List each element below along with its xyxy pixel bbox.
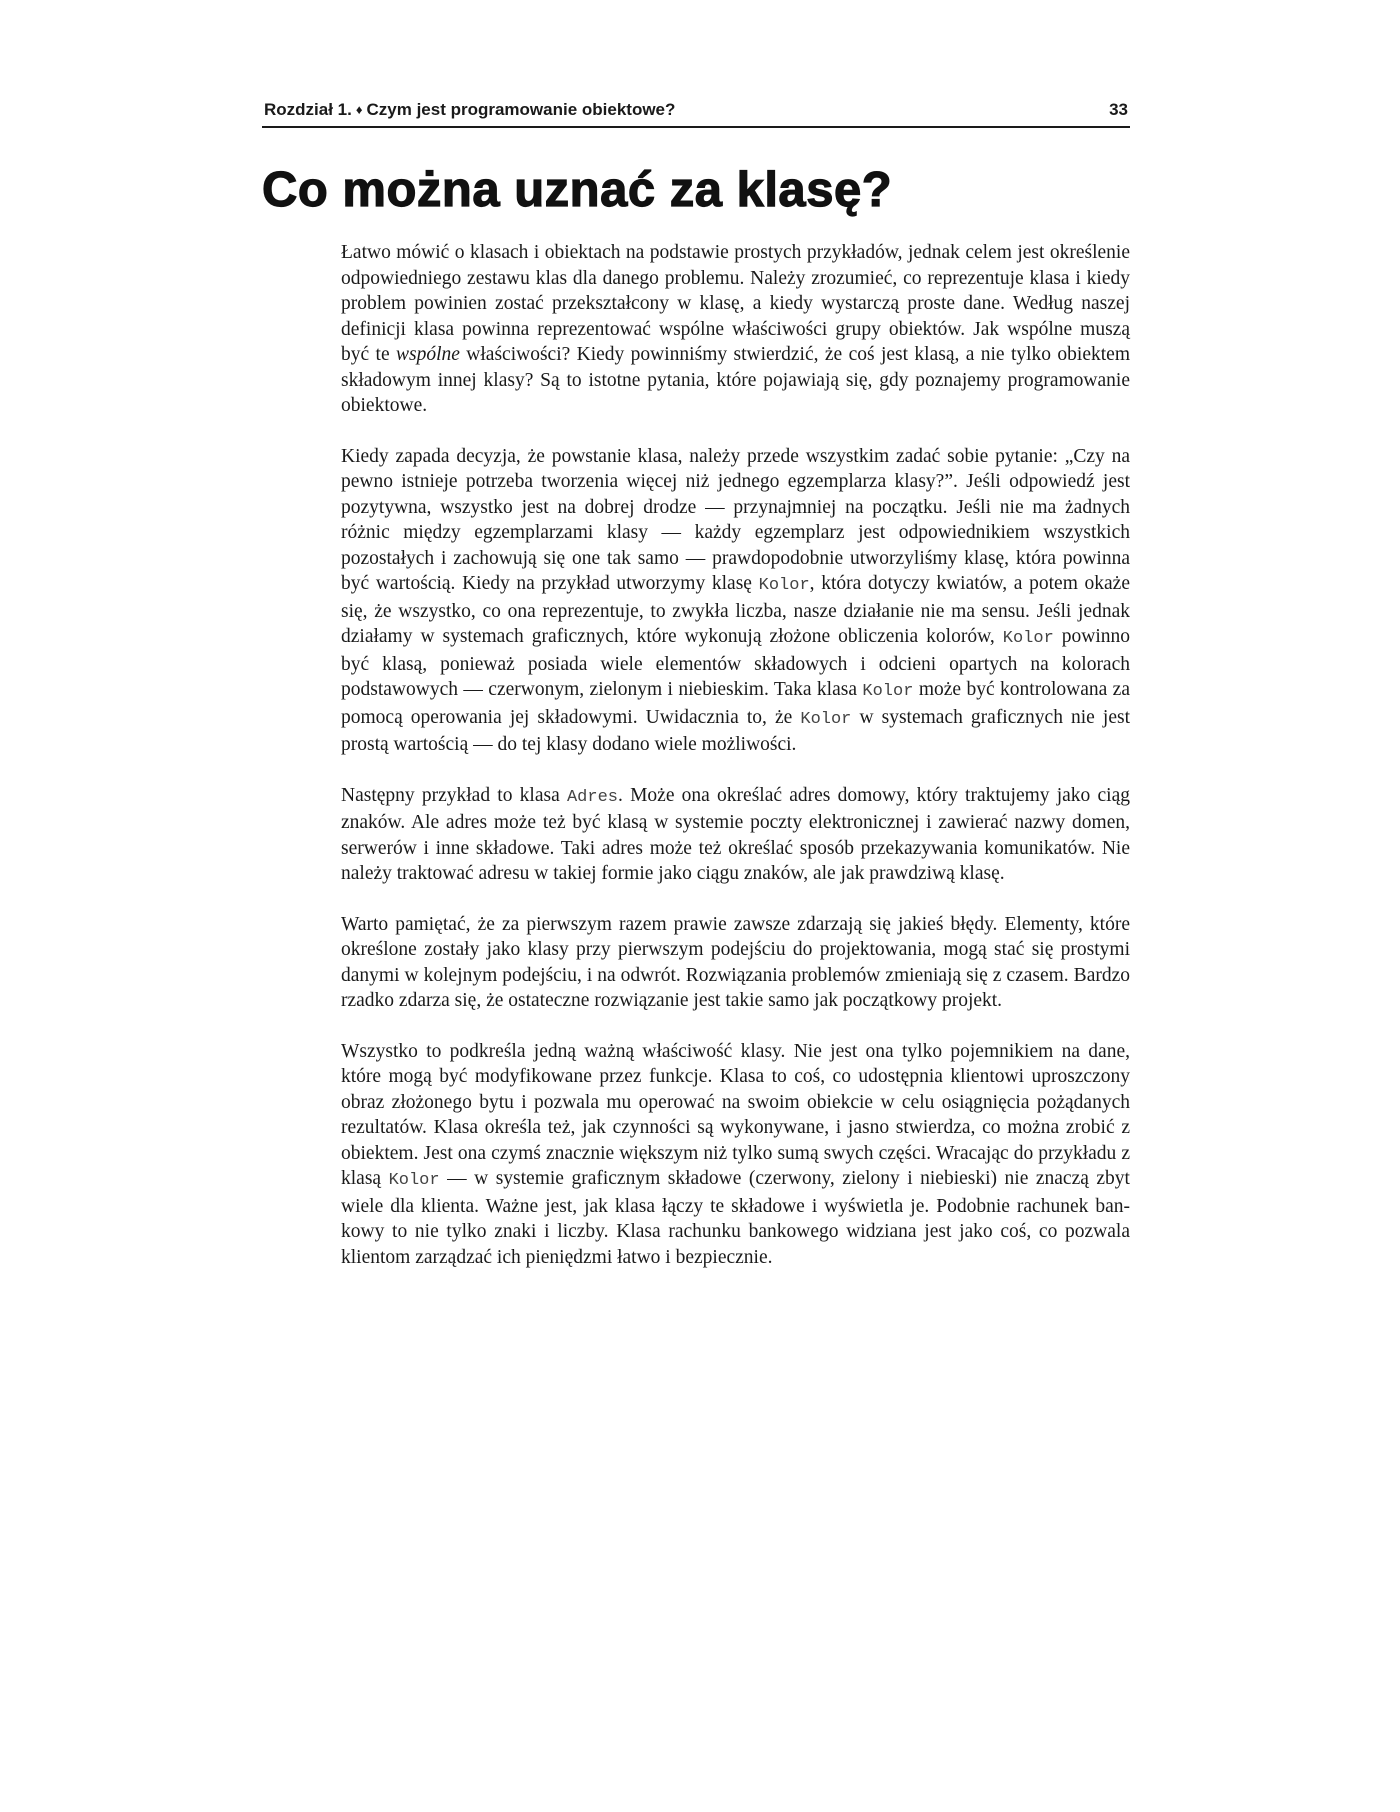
emphasized-text: wspólne	[396, 344, 460, 365]
text-run: Wszystko to podkreśla jedną ważną właściwość klasy. Nie jest ona tylko pojemnikiem na dane, które mogą być modyfikowane przez funkcje. Klasa to coś, co udostępnia klientowi uproszczony obraz złożonego bytu i pozwala mu operować na swoim obiekcie w celu osiągnięcia pożądanych rezultatów. Klasa określa też, jak czynności są wykonywane, i jasno stwierdza, co można zrobić z obiektem. Jest ona czymś znacznie większym niż tylko sumą swych części. Wracając do przykładu z klasą	[341, 1040, 1130, 1189]
paragraph	[341, 240, 1130, 419]
paragraph	[341, 912, 1130, 1014]
section-title: Co można uznać za klasę?	[262, 163, 893, 217]
paragraph	[341, 783, 1130, 887]
text-run: może być kontrolowana za pomocą operowania jej składowymi. Uwidacznia to, że	[341, 679, 1130, 728]
diamond-separator-icon: ♦	[355, 102, 363, 117]
text-run: powinno być klasą, ponieważ posiada wiele elementów składowych i odcieni opartych na kolorach podstawowych — czerwonym, zielonym i niebieskim. Taka klasa	[341, 626, 1131, 700]
text-run: Kiedy zapada decyzja, że powstanie klasa, należy przede wszystkim zadać sobie pytanie: „Czy na pewno istnieje potrzeba tworzenia więcej niż jednego egzemplarza klasy?”. Jeśli odpowiedź jest pozytywna, wszystko jest na dobrej drodze — przynajmniej na początku. Jeśli nie ma żadnych różnic między egzemplarzami klasy — każdy egzemplarz jest odpowiednikiem wszystkich pozostałych i zachowują się one tak samo — prawdopodobnie utworzyliśmy klasę, która powinna być wartością. Kiedy na przykład utworzymy klasę	[341, 445, 1130, 594]
page-number: 33	[1109, 100, 1128, 119]
text-run: w systemach graficznych nie jest prostą wartością — do tej klasy dodano wiele możliwości.	[341, 706, 1130, 755]
chapter-number: Rozdział 1.	[264, 100, 352, 119]
body-text	[341, 240, 1130, 1295]
inline-code: Adres	[566, 787, 618, 807]
inline-code: Kolor	[862, 682, 914, 701]
inline-code: Kolor	[388, 1171, 440, 1190]
chapter-title: Czym jest programowanie obiektowe?	[366, 100, 676, 119]
text-run: Następny przykład to klasa	[341, 784, 567, 806]
inline-code: Kolor	[1002, 629, 1054, 648]
text-run: , która dotyczy kwiatów, a potem okaże się, że wszystko, co ona reprezentuje, to zwykła liczba, nasze działanie nie ma sensu. Jeśli jednak działamy w systemach graficznych, które wykonują złożone obliczenia kolorów,	[341, 573, 1130, 647]
text-run: — w systemie graficznym składowe (czerwony, zielony i niebieski) nie znaczą zbyt wiele dla klienta. Ważne jest, jak klasa łączy te składowe i wyświetla je. Podobnie rachunek bankowy to nie tylko znaki i liczby. Klasa rachunku bankowego widziana jest jako coś, co pozwala klientom zarządzać ich pieniędzmi łatwo i bezpiecznie.	[341, 1168, 1130, 1268]
text-run: . Może ona określać adres domowy, który traktujemy jako ciąg znaków. Ale adres może też być klasą w systemie poczty elektronicznej i zawierać nazwy domen, serwerów i inne składowe. Taki adres może też określać sposób przekazywania komunikatów. Nie należy traktować adresu w takiej formie jako ciągu znaków, ale jak prawdziwą klasę.	[341, 784, 1130, 884]
running-header	[262, 100, 1130, 128]
inline-code: Kolor	[800, 709, 852, 729]
paragraph	[341, 444, 1130, 758]
text-run: właściwości? Kiedy powinniśmy stwierdzić, że coś jest klasą, a nie tylko obiektem składowym innej klasy? Są to istotne pytania, które pojawiają się, gdy poznajemy programowanie obiektowe.	[341, 344, 1130, 416]
inline-code: Kolor	[758, 576, 810, 595]
text-run: Łatwo mówić o klasach i obiektach na podstawie prostych przykładów, jednak celem jest określenie odpowiedniego zestawu klas dla danego problemu. Należy zrozumieć, co reprezentuje klasa i kiedy problem powinien zostać przekształcony w klasę, a kiedy wystarczą proste dane. Według naszej definicji klasa powinna reprezentować wspólne właściwości grupy obiektów. Jak wspólne muszą być te	[341, 242, 1130, 365]
paragraph	[341, 1039, 1130, 1271]
chapter-label	[264, 100, 675, 121]
text-run: Warto pamiętać, że za pierwszym razem prawie zawsze zdarzają się jakieś błędy. Elementy, które określone zostały jako klasy przy pierwszym podejściu do projektowania, mogą stać się prostymi danymi w kolejnym podejściu, i na odwrót. Rozwiązania problemów zmieniają się z czasem. Bardzo rzadko zdarza się, że ostateczne rozwiązanie jest takie samo jak początkowy projekt.	[341, 913, 1130, 1011]
